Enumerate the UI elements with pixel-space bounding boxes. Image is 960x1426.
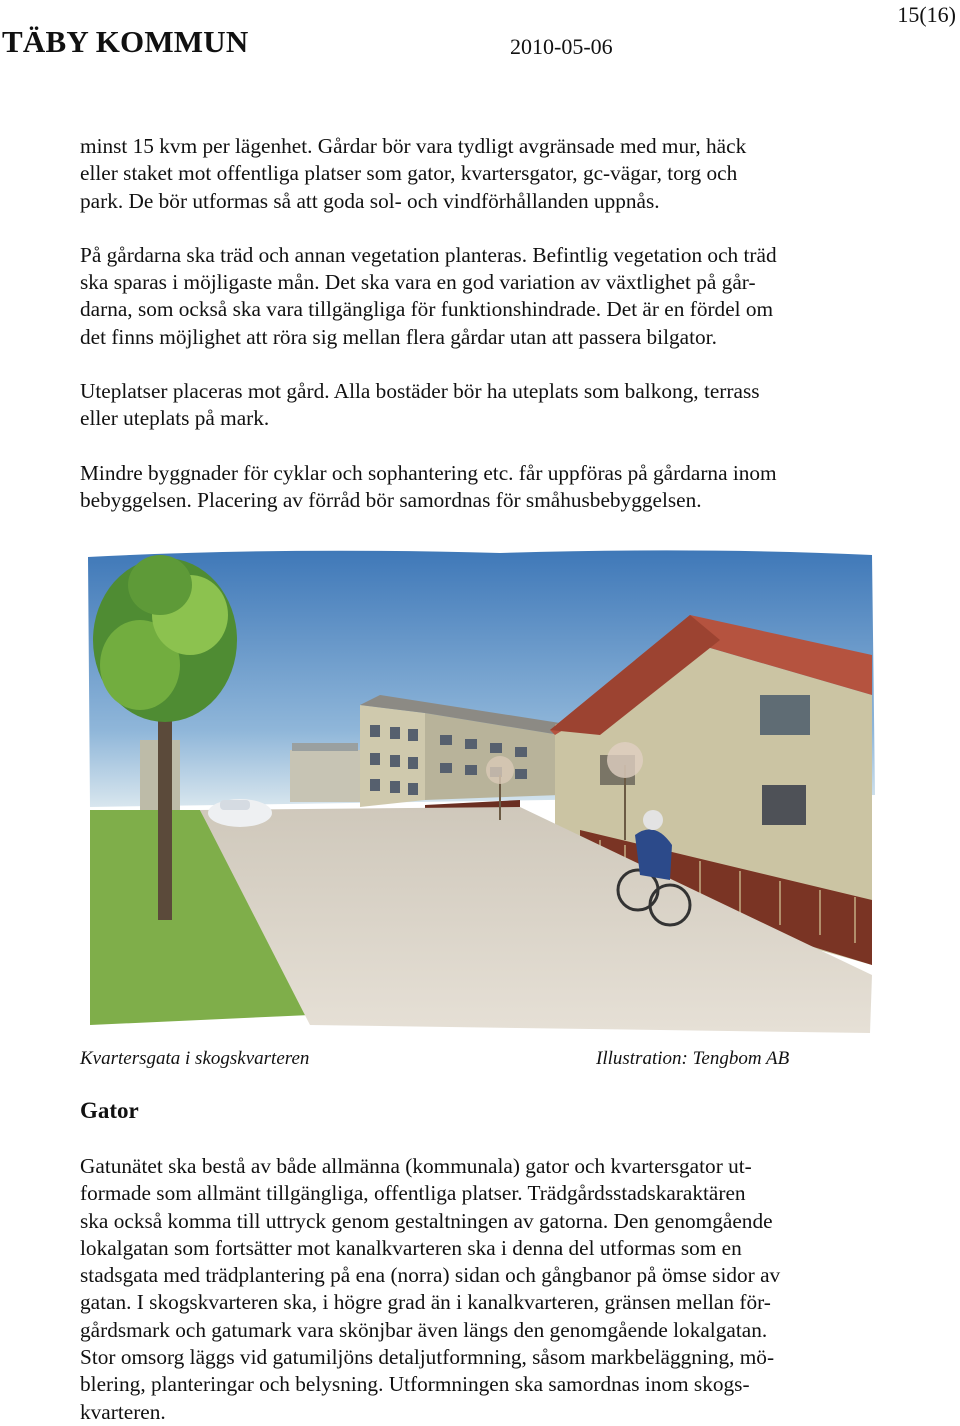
street-illustration [80,545,880,1037]
intro-line: Mindre byggnader för cyklar och sophantering etc. får uppföras på gårdarna inom [80,460,777,485]
intro-line: ska sparas i möjligaste mån. Det ska vara en god variation av växtlighet på går- [80,270,756,295]
document-date: 2010-05-06 [510,34,613,59]
intro-line: bebyggelsen. Placering av förråd bör samordnas för småhusbebyggelsen. [80,487,702,512]
section-line: Stor omsorg läggs vid gatumiljöns detaljutformning, såsom markbeläggning, mö- [80,1345,775,1370]
intro-line: det finns möjlighet att röra sig mellan flera gårdar utan att passera bilgator. [80,324,717,349]
section-line: gårdsmark och gatumark vara skönjbar även längs den genomgående lokalgatan. [80,1317,768,1342]
page-number: 15(16) [897,2,956,27]
intro-line: På gårdarna ska träd och annan vegetation planteras. Befintlig vegetation och träd [80,242,777,267]
intro-line: Uteplatser placeras mot gård. Alla bostäder bör ha uteplats som balkong, terrass [80,379,760,404]
intro-line: minst 15 kvm per lägenhet. Gårdar bör vara tydligt avgränsade med mur, häck [80,134,747,158]
intro-text [80,133,880,514]
intro-line: darna, som också ska vara tillgängliga för funktionshindrade. Det är en fördel om [80,297,774,322]
section-body [80,1153,880,1426]
car [208,799,272,827]
section-line: lokalgatan som fortsätter mot kanalkvarteren ska i denna del utformas som en [80,1235,742,1260]
intro-line: park. De bör utformas så att goda sol- och vindförhållanden uppnås. [80,188,660,213]
section-line: blering, planteringar och belysning. Utformningen ska samordnas inom skogs- [80,1372,750,1397]
section-line: Gatunätet ska bestå av både allmänna (kommunala) gator och kvartersgator ut- [80,1154,752,1178]
section-line: ska också komma till uttryck genom gestaltningen av gatorna. Den genomgående [80,1208,773,1233]
figure-credit: Illustration: Tengbom AB [596,1048,790,1069]
organization-name: TÄBY KOMMUN [2,24,249,59]
section-heading: Gator [80,1098,139,1123]
section-line: kvarteren. [80,1399,166,1424]
intro-line: eller uteplats på mark. [80,406,270,431]
intro-line: eller staket mot offentliga platser som gator, kvartersgator, gc-vägar, torg och [80,161,738,186]
section-line: gatan. I skogskvarteren ska, i högre grad än i kanalkvarteren, gränsen mellan för- [80,1290,771,1315]
section-line: stadsgata med trädplantering på ena (norra) sidan och gångbanor på ömse sidor av [80,1263,781,1288]
figure-caption: Kvartersgata i skogskvarteren [80,1048,310,1069]
section-line: formade som allmänt tillgängliga, offentliga platser. Trädgårdsstadskaraktären [80,1181,746,1206]
